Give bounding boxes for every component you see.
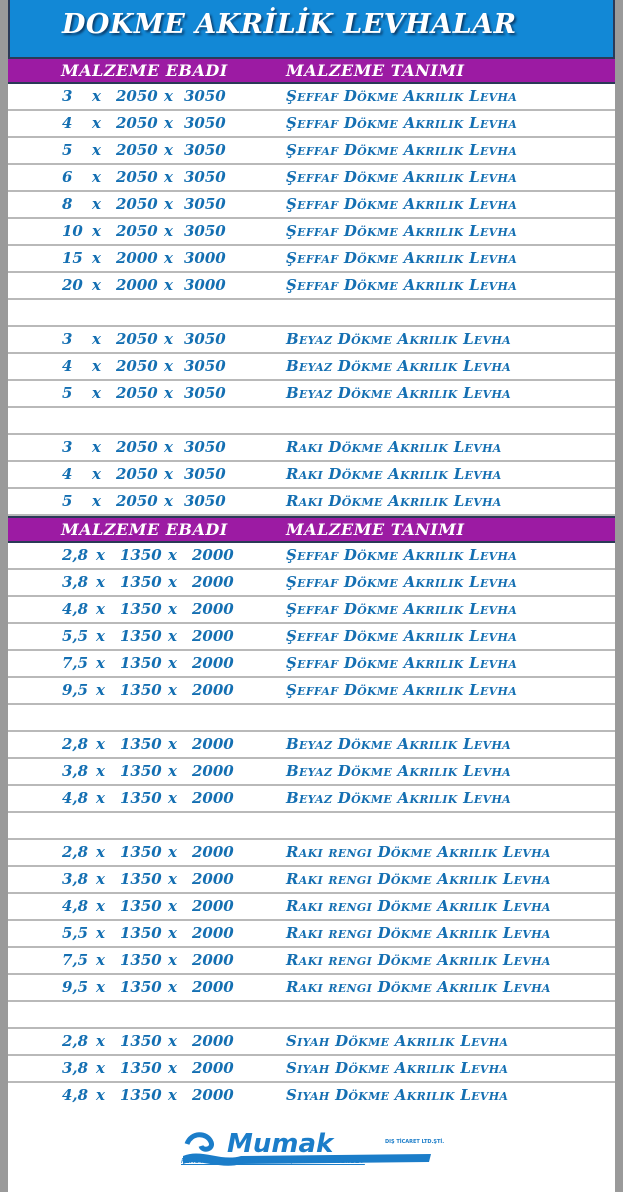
table-row xyxy=(8,597,615,624)
size-separator: x xyxy=(96,1032,105,1050)
size-thickness: 4,8 xyxy=(62,600,89,618)
size-separator: x xyxy=(164,168,173,186)
material-description: Rakı Dökme Akrılık Levha xyxy=(286,438,502,456)
wave-icon xyxy=(187,1135,212,1149)
table-row xyxy=(8,273,615,300)
size-height: 2000 xyxy=(192,843,234,861)
size-height: 2000 xyxy=(192,897,234,915)
table-row xyxy=(8,435,615,462)
size-separator: x xyxy=(164,249,173,267)
size-width: 1350 xyxy=(120,870,162,888)
size-separator: x xyxy=(92,195,101,213)
table-row xyxy=(8,246,615,273)
size-width: 1350 xyxy=(120,600,162,618)
header-size-label: MALZEME EBADI xyxy=(61,520,228,539)
size-separator: x xyxy=(96,951,105,969)
table-row xyxy=(8,354,615,381)
table-row xyxy=(8,1029,615,1056)
size-height: 2000 xyxy=(192,762,234,780)
size-separator: x xyxy=(96,654,105,672)
size-height: 3000 xyxy=(184,276,226,294)
size-separator: x xyxy=(168,573,177,591)
size-separator: x xyxy=(164,465,173,483)
header-desc-label: MALZEME TANIMI xyxy=(286,61,465,80)
size-separator: x xyxy=(168,1086,177,1104)
material-description: Şeffaf Dökme Akrılık Levha xyxy=(286,87,518,105)
material-description: Şeffaf Dökme Akrılık Levha xyxy=(286,600,518,618)
size-thickness: 4,8 xyxy=(62,1086,89,1104)
material-description: Rakı rengi Dökme Akrılık Levha xyxy=(286,870,551,888)
material-description: Şeffaf Dökme Akrılık Levha xyxy=(286,546,518,564)
size-width: 2050 xyxy=(116,330,158,348)
size-separator: x xyxy=(168,870,177,888)
size-thickness: 5 xyxy=(62,492,73,510)
material-description: Şeffaf Dökme Akrılık Levha xyxy=(286,276,518,294)
size-thickness: 7,5 xyxy=(62,951,89,969)
size-thickness: 20 xyxy=(62,276,83,294)
size-height: 2000 xyxy=(192,1086,234,1104)
size-height: 2000 xyxy=(192,924,234,942)
size-width: 2050 xyxy=(116,87,158,105)
size-height: 3050 xyxy=(184,141,226,159)
material-description: Şeffaf Dökme Akrılık Levha xyxy=(286,222,518,240)
size-separator: x xyxy=(168,546,177,564)
material-description: Rakı rengi Dökme Akrılık Levha xyxy=(286,951,551,969)
table-row xyxy=(8,192,615,219)
table-row xyxy=(8,840,615,867)
table-row xyxy=(8,138,615,165)
size-separator: x xyxy=(168,627,177,645)
size-width: 1350 xyxy=(120,573,162,591)
size-height: 2000 xyxy=(192,870,234,888)
size-separator: x xyxy=(164,357,173,375)
size-width: 1350 xyxy=(120,681,162,699)
title-bar xyxy=(8,0,615,57)
size-width: 1350 xyxy=(120,951,162,969)
table-row xyxy=(8,489,615,516)
material-description: Beyaz Dökme Akrılık Levha xyxy=(286,357,511,375)
material-description: Beyaz Dökme Akrılık Levha xyxy=(286,330,511,348)
size-separator: x xyxy=(168,735,177,753)
table-row xyxy=(8,651,615,678)
table-row xyxy=(8,1083,615,1110)
size-separator: x xyxy=(92,357,101,375)
size-separator: x xyxy=(168,1059,177,1077)
size-separator: x xyxy=(96,627,105,645)
size-width: 2000 xyxy=(116,276,158,294)
size-width: 1350 xyxy=(120,654,162,672)
table-row xyxy=(8,732,615,759)
material-description: Rakı Dökme Akrılık Levha xyxy=(286,465,502,483)
size-separator: x xyxy=(168,762,177,780)
size-height: 2000 xyxy=(192,789,234,807)
size-thickness: 10 xyxy=(62,222,83,240)
header-size-label: MALZEME EBADI xyxy=(61,61,228,80)
material-description: Rakı rengi Dökme Akrılık Levha xyxy=(286,924,551,942)
size-separator: x xyxy=(164,276,173,294)
material-description: Şeffaf Dökme Akrılık Levha xyxy=(286,249,518,267)
size-thickness: 4 xyxy=(62,357,73,375)
table-row xyxy=(8,543,615,570)
size-width: 1350 xyxy=(120,1059,162,1077)
size-height: 3050 xyxy=(184,168,226,186)
material-description: Sıyah Dökme Akrılık Levha xyxy=(286,1086,509,1104)
size-height: 2000 xyxy=(192,978,234,996)
size-height: 3050 xyxy=(184,492,226,510)
table-row xyxy=(8,84,615,111)
size-height: 2000 xyxy=(192,654,234,672)
size-thickness: 3,8 xyxy=(62,573,89,591)
size-separator: x xyxy=(168,843,177,861)
size-separator: x xyxy=(164,492,173,510)
size-separator: x xyxy=(168,1032,177,1050)
footer xyxy=(8,1108,615,1192)
size-separator: x xyxy=(96,1086,105,1104)
size-separator: x xyxy=(92,168,101,186)
table-row xyxy=(8,624,615,651)
size-separator: x xyxy=(96,762,105,780)
size-thickness: 2,8 xyxy=(62,843,89,861)
size-separator: x xyxy=(92,141,101,159)
material-description: Beyaz Dökme Akrılık Levha xyxy=(286,384,511,402)
size-separator: x xyxy=(168,978,177,996)
size-height: 2000 xyxy=(192,1032,234,1050)
size-separator: x xyxy=(92,87,101,105)
size-width: 1350 xyxy=(120,762,162,780)
size-height: 2000 xyxy=(192,735,234,753)
size-separator: x xyxy=(168,924,177,942)
size-width: 2050 xyxy=(116,195,158,213)
size-separator: x xyxy=(96,870,105,888)
material-description: Şeffaf Dökme Akrılık Levha xyxy=(286,168,518,186)
size-height: 3050 xyxy=(184,465,226,483)
material-description: Rakı rengi Dökme Akrılık Levha xyxy=(286,978,551,996)
size-thickness: 4,8 xyxy=(62,897,89,915)
size-separator: x xyxy=(168,654,177,672)
size-height: 2000 xyxy=(192,573,234,591)
size-height: 3050 xyxy=(184,222,226,240)
size-width: 1350 xyxy=(120,924,162,942)
size-thickness: 5,5 xyxy=(62,627,89,645)
size-separator: x xyxy=(164,330,173,348)
table-row xyxy=(8,570,615,597)
size-separator: x xyxy=(168,600,177,618)
size-thickness: 5,5 xyxy=(62,924,89,942)
size-thickness: 15 xyxy=(62,249,83,267)
size-height: 2000 xyxy=(192,627,234,645)
size-separator: x xyxy=(168,951,177,969)
size-width: 1350 xyxy=(120,897,162,915)
size-thickness: 9,5 xyxy=(62,978,89,996)
material-description: Şeffaf Dökme Akrılık Levha xyxy=(286,195,518,213)
size-width: 2050 xyxy=(116,168,158,186)
size-separator: x xyxy=(164,384,173,402)
table-row xyxy=(8,867,615,894)
size-separator: x xyxy=(168,681,177,699)
size-separator: x xyxy=(92,114,101,132)
table-header-2 xyxy=(8,516,615,543)
material-description: Rakı Dökme Akrılık Levha xyxy=(286,492,502,510)
size-width: 1350 xyxy=(120,1032,162,1050)
size-height: 2000 xyxy=(192,546,234,564)
header-desc-label: MALZEME TANIMI xyxy=(286,520,465,539)
size-thickness: 4 xyxy=(62,465,73,483)
size-height: 2000 xyxy=(192,951,234,969)
size-separator: x xyxy=(96,924,105,942)
size-thickness: 4 xyxy=(62,114,73,132)
table-row xyxy=(8,1056,615,1083)
size-separator: x xyxy=(96,600,105,618)
size-thickness: 3 xyxy=(62,330,73,348)
size-thickness: 3 xyxy=(62,87,73,105)
size-width: 2050 xyxy=(116,384,158,402)
table-row xyxy=(8,759,615,786)
size-thickness: 2,8 xyxy=(62,1032,89,1050)
size-separator: x xyxy=(96,978,105,996)
size-thickness: 5 xyxy=(62,141,73,159)
size-separator: x xyxy=(164,114,173,132)
size-thickness: 4,8 xyxy=(62,789,89,807)
size-width: 2050 xyxy=(116,141,158,159)
material-description: Sıyah Dökme Akrılık Levha xyxy=(286,1059,509,1077)
size-separator: x xyxy=(164,195,173,213)
material-description: Rakı rengi Dökme Akrılık Levha xyxy=(286,843,551,861)
size-thickness: 5 xyxy=(62,384,73,402)
empty-row xyxy=(8,705,615,732)
size-thickness: 6 xyxy=(62,168,73,186)
size-separator: x xyxy=(92,384,101,402)
size-thickness: 3,8 xyxy=(62,1059,89,1077)
size-width: 1350 xyxy=(120,546,162,564)
material-description: Şeffaf Dökme Akrılık Levha xyxy=(286,141,518,159)
material-description: Beyaz Dökme Akrılık Levha xyxy=(286,762,511,780)
material-description: Şeffaf Dökme Akrılık Levha xyxy=(286,681,518,699)
size-width: 1350 xyxy=(120,843,162,861)
size-separator: x xyxy=(96,1059,105,1077)
size-height: 3050 xyxy=(184,357,226,375)
size-separator: x xyxy=(96,735,105,753)
table-row xyxy=(8,327,615,354)
size-separator: x xyxy=(168,897,177,915)
empty-row xyxy=(8,300,615,327)
size-separator: x xyxy=(96,681,105,699)
size-height: 3050 xyxy=(184,195,226,213)
company-logo xyxy=(181,1122,449,1186)
logo-text: Mumak xyxy=(227,1129,334,1159)
size-separator: x xyxy=(164,222,173,240)
size-separator: x xyxy=(164,87,173,105)
size-width: 1350 xyxy=(120,1086,162,1104)
size-height: 2000 xyxy=(192,681,234,699)
table-row xyxy=(8,381,615,408)
table-row xyxy=(8,948,615,975)
size-height: 3050 xyxy=(184,384,226,402)
size-separator: x xyxy=(92,438,101,456)
table-header-1 xyxy=(8,57,615,84)
material-description: Şeffaf Dökme Akrılık Levha xyxy=(286,114,518,132)
size-thickness: 3,8 xyxy=(62,870,89,888)
empty-row xyxy=(8,408,615,435)
size-separator: x xyxy=(92,249,101,267)
price-table xyxy=(8,0,615,1192)
table-row xyxy=(8,111,615,138)
size-width: 2050 xyxy=(116,222,158,240)
table-row xyxy=(8,165,615,192)
size-thickness: 3 xyxy=(62,438,73,456)
material-description: Rakı rengi Dökme Akrılık Levha xyxy=(286,897,551,915)
size-width: 2050 xyxy=(116,438,158,456)
size-height: 3000 xyxy=(184,249,226,267)
size-thickness: 2,8 xyxy=(62,546,89,564)
size-separator: x xyxy=(92,276,101,294)
size-height: 3050 xyxy=(184,114,226,132)
material-description: Beyaz Dökme Akrılık Levha xyxy=(286,789,511,807)
size-width: 2050 xyxy=(116,114,158,132)
table-row xyxy=(8,921,615,948)
size-separator: x xyxy=(96,897,105,915)
size-separator: x xyxy=(92,222,101,240)
size-separator: x xyxy=(96,573,105,591)
table-row xyxy=(8,975,615,1002)
material-description: Şeffaf Dökme Akrılık Levha xyxy=(286,654,518,672)
material-description: Sıyah Dökme Akrılık Levha xyxy=(286,1032,509,1050)
size-height: 3050 xyxy=(184,330,226,348)
size-height: 3050 xyxy=(184,438,226,456)
size-thickness: 9,5 xyxy=(62,681,89,699)
size-height: 3050 xyxy=(184,87,226,105)
size-height: 2000 xyxy=(192,1059,234,1077)
size-width: 1350 xyxy=(120,735,162,753)
material-description: Şeffaf Dökme Akrılık Levha xyxy=(286,573,518,591)
size-separator: x xyxy=(168,789,177,807)
size-separator: x xyxy=(164,141,173,159)
size-separator: x xyxy=(96,789,105,807)
size-thickness: 7,5 xyxy=(62,654,89,672)
table-row xyxy=(8,678,615,705)
size-height: 2000 xyxy=(192,600,234,618)
size-width: 1350 xyxy=(120,789,162,807)
size-separator: x xyxy=(164,438,173,456)
table-row xyxy=(8,894,615,921)
size-separator: x xyxy=(96,546,105,564)
size-width: 2050 xyxy=(116,357,158,375)
material-description: Beyaz Dökme Akrılık Levha xyxy=(286,735,511,753)
size-width: 1350 xyxy=(120,978,162,996)
size-width: 2050 xyxy=(116,465,158,483)
size-width: 2050 xyxy=(116,492,158,510)
table-row xyxy=(8,786,615,813)
size-thickness: 2,8 xyxy=(62,735,89,753)
size-separator: x xyxy=(92,330,101,348)
size-width: 2000 xyxy=(116,249,158,267)
material-description: Şeffaf Dökme Akrılık Levha xyxy=(286,627,518,645)
size-separator: x xyxy=(92,492,101,510)
size-thickness: 8 xyxy=(62,195,73,213)
size-separator: x xyxy=(96,843,105,861)
logo-subtext: DIŞ TİCARET LTD.ŞTİ. xyxy=(385,1139,445,1145)
empty-row xyxy=(8,1002,615,1029)
size-thickness: 3,8 xyxy=(62,762,89,780)
page-title: DOKME AKRİLİK LEVHALAR xyxy=(62,9,517,40)
table-row xyxy=(8,462,615,489)
size-width: 1350 xyxy=(120,627,162,645)
empty-row xyxy=(8,813,615,840)
table-row xyxy=(8,219,615,246)
size-separator: x xyxy=(92,465,101,483)
slogan: PLASTİK LEVHADAKİ YENİ ÇÖZÜM ORTAĞINIZ. xyxy=(181,1157,365,1165)
